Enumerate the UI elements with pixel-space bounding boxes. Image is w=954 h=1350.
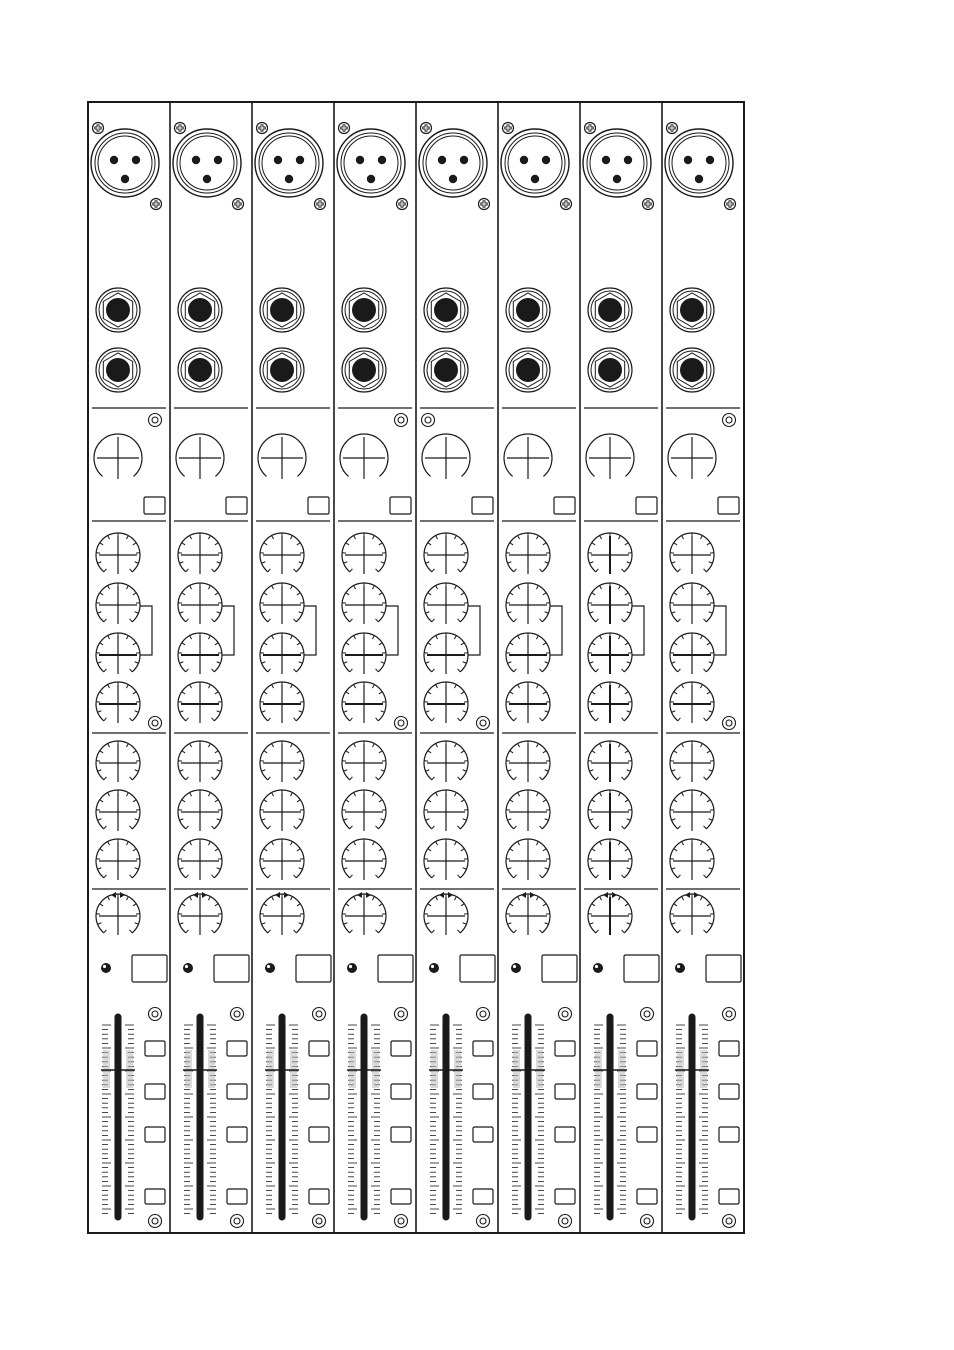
routing-button[interactable] xyxy=(555,1189,575,1204)
indicator-ring-icon xyxy=(149,414,162,427)
eq-knob[interactable] xyxy=(342,533,386,574)
routing-button[interactable] xyxy=(637,1041,657,1056)
pan-knob[interactable] xyxy=(588,892,632,935)
eq-bracket xyxy=(386,606,398,655)
mute-button[interactable] xyxy=(542,955,577,982)
pan-knob[interactable] xyxy=(670,892,714,935)
indicator-ring-icon xyxy=(395,414,408,427)
eq-knob[interactable] xyxy=(670,633,714,674)
routing-button[interactable] xyxy=(145,1127,165,1142)
quarter-inch-jack-icon[interactable] xyxy=(260,348,304,392)
channel-fader-icon[interactable] xyxy=(347,1017,381,1217)
eq-knob[interactable] xyxy=(342,682,386,723)
channel-strip xyxy=(416,102,495,1233)
eq-knob[interactable] xyxy=(178,583,222,624)
routing-button[interactable] xyxy=(473,1189,493,1204)
indicator-ring-icon xyxy=(313,1215,326,1228)
screw-icon xyxy=(421,123,432,134)
aux-send-knob[interactable] xyxy=(178,839,222,880)
routing-button[interactable] xyxy=(637,1084,657,1099)
indicator-ring-icon xyxy=(231,1215,244,1228)
routing-button[interactable] xyxy=(391,1041,411,1056)
quarter-inch-jack-icon[interactable] xyxy=(588,288,632,332)
eq-knob[interactable] xyxy=(96,633,140,674)
indicator-ring-icon xyxy=(641,1215,654,1228)
screw-icon xyxy=(479,199,490,210)
quarter-inch-jack-icon[interactable] xyxy=(424,288,468,332)
eq-bracket xyxy=(632,606,644,655)
channel-strip xyxy=(662,102,741,1233)
channel-strip xyxy=(498,102,577,1233)
xlr-input-icon[interactable] xyxy=(665,129,733,197)
routing-button[interactable] xyxy=(719,1189,739,1204)
pad-button[interactable] xyxy=(718,497,739,514)
quarter-inch-jack-icon[interactable] xyxy=(670,348,714,392)
led-indicator-icon xyxy=(265,963,275,973)
eq-knob[interactable] xyxy=(670,533,714,574)
gain-knob[interactable] xyxy=(504,434,552,479)
aux-send-knob[interactable] xyxy=(506,741,550,782)
eq-knob[interactable] xyxy=(506,682,550,723)
xlr-input-icon[interactable] xyxy=(337,129,405,197)
screw-icon xyxy=(339,123,350,134)
channel-fader-icon[interactable] xyxy=(265,1017,299,1217)
eq-knob[interactable] xyxy=(96,682,140,723)
routing-button[interactable] xyxy=(473,1041,493,1056)
routing-button[interactable] xyxy=(473,1127,493,1142)
pad-button[interactable] xyxy=(308,497,329,514)
routing-button[interactable] xyxy=(391,1189,411,1204)
eq-knob[interactable] xyxy=(96,533,140,574)
eq-knob[interactable] xyxy=(424,533,468,574)
aux-send-knob[interactable] xyxy=(96,790,140,831)
aux-send-knob[interactable] xyxy=(670,839,714,880)
eq-knob[interactable] xyxy=(670,682,714,723)
eq-knob[interactable] xyxy=(342,583,386,624)
screw-icon xyxy=(503,123,514,134)
indicator-ring-icon xyxy=(149,717,162,730)
eq-knob[interactable] xyxy=(342,633,386,674)
eq-bracket xyxy=(468,606,480,655)
gain-knob[interactable] xyxy=(586,434,634,479)
eq-bracket xyxy=(222,606,234,655)
indicator-ring-icon xyxy=(422,414,435,427)
xlr-input-icon[interactable] xyxy=(501,129,569,197)
mute-button[interactable] xyxy=(706,955,741,982)
eq-bracket xyxy=(714,606,726,655)
routing-button[interactable] xyxy=(309,1084,329,1099)
mute-button[interactable] xyxy=(460,955,495,982)
indicator-ring-icon xyxy=(723,1008,736,1021)
xlr-input-icon[interactable] xyxy=(91,129,159,197)
indicator-ring-icon xyxy=(723,717,736,730)
screw-icon xyxy=(667,123,678,134)
aux-send-knob[interactable] xyxy=(506,839,550,880)
quarter-inch-jack-icon[interactable] xyxy=(178,348,222,392)
indicator-ring-icon xyxy=(559,1215,572,1228)
indicator-ring-icon xyxy=(477,1008,490,1021)
screw-icon xyxy=(175,123,186,134)
aux-send-knob[interactable] xyxy=(342,790,386,831)
screw-icon xyxy=(257,123,268,134)
xlr-input-icon[interactable] xyxy=(173,129,241,197)
gain-knob[interactable] xyxy=(422,434,470,479)
pan-knob[interactable] xyxy=(342,892,386,935)
eq-knob[interactable] xyxy=(588,533,632,574)
routing-button[interactable] xyxy=(309,1041,329,1056)
aux-send-knob[interactable] xyxy=(260,790,304,831)
indicator-ring-icon xyxy=(395,1215,408,1228)
aux-send-knob[interactable] xyxy=(96,741,140,782)
routing-button[interactable] xyxy=(309,1127,329,1142)
pan-knob[interactable] xyxy=(96,892,140,935)
led-indicator-icon xyxy=(511,963,521,973)
quarter-inch-jack-icon[interactable] xyxy=(260,288,304,332)
eq-knob[interactable] xyxy=(96,583,140,624)
screw-icon xyxy=(233,199,244,210)
channel-fader-icon[interactable] xyxy=(429,1017,463,1217)
screw-icon xyxy=(561,199,572,210)
gain-knob[interactable] xyxy=(340,434,388,479)
indicator-ring-icon xyxy=(231,1008,244,1021)
eq-knob[interactable] xyxy=(260,583,304,624)
mute-button[interactable] xyxy=(378,955,413,982)
eq-knob[interactable] xyxy=(260,682,304,723)
pad-button[interactable] xyxy=(472,497,493,514)
channel-fader-icon[interactable] xyxy=(183,1017,217,1217)
routing-button[interactable] xyxy=(719,1084,739,1099)
routing-button[interactable] xyxy=(555,1127,575,1142)
quarter-inch-jack-icon[interactable] xyxy=(342,348,386,392)
eq-knob[interactable] xyxy=(424,682,468,723)
mute-button[interactable] xyxy=(132,955,167,982)
eq-knob[interactable] xyxy=(670,583,714,624)
led-indicator-icon xyxy=(675,963,685,973)
aux-send-knob[interactable] xyxy=(342,741,386,782)
gain-knob[interactable] xyxy=(668,434,716,479)
routing-button[interactable] xyxy=(309,1189,329,1204)
quarter-inch-jack-icon[interactable] xyxy=(670,288,714,332)
eq-bracket xyxy=(304,606,316,655)
aux-send-knob[interactable] xyxy=(588,839,632,880)
aux-send-knob[interactable] xyxy=(178,741,222,782)
pad-button[interactable] xyxy=(144,497,165,514)
routing-button[interactable] xyxy=(145,1189,165,1204)
gain-knob[interactable] xyxy=(258,434,306,479)
channel-fader-icon[interactable] xyxy=(511,1017,545,1217)
pan-knob[interactable] xyxy=(506,892,550,935)
pad-button[interactable] xyxy=(226,497,247,514)
indicator-ring-icon xyxy=(477,1215,490,1228)
pad-button[interactable] xyxy=(390,497,411,514)
indicator-ring-icon xyxy=(313,1008,326,1021)
aux-send-knob[interactable] xyxy=(96,839,140,880)
gain-knob[interactable] xyxy=(94,434,142,479)
aux-send-knob[interactable] xyxy=(424,839,468,880)
mute-button[interactable] xyxy=(624,955,659,982)
aux-send-knob[interactable] xyxy=(260,839,304,880)
led-indicator-icon xyxy=(347,963,357,973)
quarter-inch-jack-icon[interactable] xyxy=(96,348,140,392)
eq-bracket xyxy=(140,606,152,655)
eq-knob[interactable] xyxy=(178,682,222,723)
quarter-inch-jack-icon[interactable] xyxy=(424,348,468,392)
routing-button[interactable] xyxy=(637,1189,657,1204)
quarter-inch-jack-icon[interactable] xyxy=(506,348,550,392)
indicator-ring-icon xyxy=(723,414,736,427)
mute-button[interactable] xyxy=(296,955,331,982)
routing-button[interactable] xyxy=(719,1041,739,1056)
screw-icon xyxy=(93,123,104,134)
routing-button[interactable] xyxy=(227,1084,247,1099)
led-indicator-icon xyxy=(593,963,603,973)
eq-knob[interactable] xyxy=(588,633,632,674)
channel-strip xyxy=(252,102,331,1233)
aux-send-knob[interactable] xyxy=(178,790,222,831)
indicator-ring-icon xyxy=(641,1008,654,1021)
led-indicator-icon xyxy=(101,963,111,973)
routing-button[interactable] xyxy=(145,1041,165,1056)
channel-strip xyxy=(334,102,413,1233)
aux-send-knob[interactable] xyxy=(424,741,468,782)
pan-knob[interactable] xyxy=(424,892,468,935)
channel-strip xyxy=(170,102,249,1233)
eq-knob[interactable] xyxy=(588,583,632,624)
eq-knob[interactable] xyxy=(588,682,632,723)
xlr-input-icon[interactable] xyxy=(583,129,651,197)
routing-button[interactable] xyxy=(391,1084,411,1099)
indicator-ring-icon xyxy=(477,717,490,730)
routing-button[interactable] xyxy=(227,1041,247,1056)
mute-button[interactable] xyxy=(214,955,249,982)
indicator-ring-icon xyxy=(149,1215,162,1228)
quarter-inch-jack-icon[interactable] xyxy=(342,288,386,332)
eq-knob[interactable] xyxy=(424,633,468,674)
screw-icon xyxy=(315,199,326,210)
eq-knob[interactable] xyxy=(260,533,304,574)
indicator-ring-icon xyxy=(395,717,408,730)
eq-knob[interactable] xyxy=(178,533,222,574)
routing-button[interactable] xyxy=(555,1084,575,1099)
pan-knob[interactable] xyxy=(260,892,304,935)
indicator-ring-icon xyxy=(723,1215,736,1228)
eq-knob[interactable] xyxy=(506,533,550,574)
routing-button[interactable] xyxy=(145,1084,165,1099)
channel-strip xyxy=(580,102,659,1233)
channel-fader-icon[interactable] xyxy=(101,1017,135,1217)
gain-knob[interactable] xyxy=(176,434,224,479)
aux-send-knob[interactable] xyxy=(670,741,714,782)
screw-icon xyxy=(643,199,654,210)
channel-fader-icon[interactable] xyxy=(675,1017,709,1217)
screw-icon xyxy=(585,123,596,134)
aux-send-knob[interactable] xyxy=(588,790,632,831)
quarter-inch-jack-icon[interactable] xyxy=(506,288,550,332)
aux-send-knob[interactable] xyxy=(588,741,632,782)
eq-knob[interactable] xyxy=(424,583,468,624)
pan-knob[interactable] xyxy=(178,892,222,935)
eq-knob[interactable] xyxy=(178,633,222,674)
eq-knob[interactable] xyxy=(506,583,550,624)
routing-button[interactable] xyxy=(555,1041,575,1056)
screw-icon xyxy=(397,199,408,210)
quarter-inch-jack-icon[interactable] xyxy=(96,288,140,332)
aux-send-knob[interactable] xyxy=(424,790,468,831)
aux-send-knob[interactable] xyxy=(260,741,304,782)
channel-strip xyxy=(91,123,167,1228)
routing-button[interactable] xyxy=(227,1127,247,1142)
xlr-input-icon[interactable] xyxy=(255,129,323,197)
quarter-inch-jack-icon[interactable] xyxy=(588,348,632,392)
aux-send-knob[interactable] xyxy=(506,790,550,831)
xlr-input-icon[interactable] xyxy=(419,129,487,197)
aux-send-knob[interactable] xyxy=(670,790,714,831)
routing-button[interactable] xyxy=(473,1084,493,1099)
quarter-inch-jack-icon[interactable] xyxy=(178,288,222,332)
led-indicator-icon xyxy=(429,963,439,973)
indicator-ring-icon xyxy=(149,1008,162,1021)
screw-icon xyxy=(725,199,736,210)
pad-button[interactable] xyxy=(636,497,657,514)
led-indicator-icon xyxy=(183,963,193,973)
routing-button[interactable] xyxy=(719,1127,739,1142)
routing-button[interactable] xyxy=(637,1127,657,1142)
indicator-ring-icon xyxy=(559,1008,572,1021)
indicator-ring-icon xyxy=(395,1008,408,1021)
routing-button[interactable] xyxy=(227,1189,247,1204)
eq-knob[interactable] xyxy=(260,633,304,674)
pad-button[interactable] xyxy=(554,497,575,514)
routing-button[interactable] xyxy=(391,1127,411,1142)
channel-fader-icon[interactable] xyxy=(593,1017,627,1217)
screw-icon xyxy=(151,199,162,210)
eq-bracket xyxy=(550,606,562,655)
aux-send-knob[interactable] xyxy=(342,839,386,880)
eq-knob[interactable] xyxy=(506,633,550,674)
